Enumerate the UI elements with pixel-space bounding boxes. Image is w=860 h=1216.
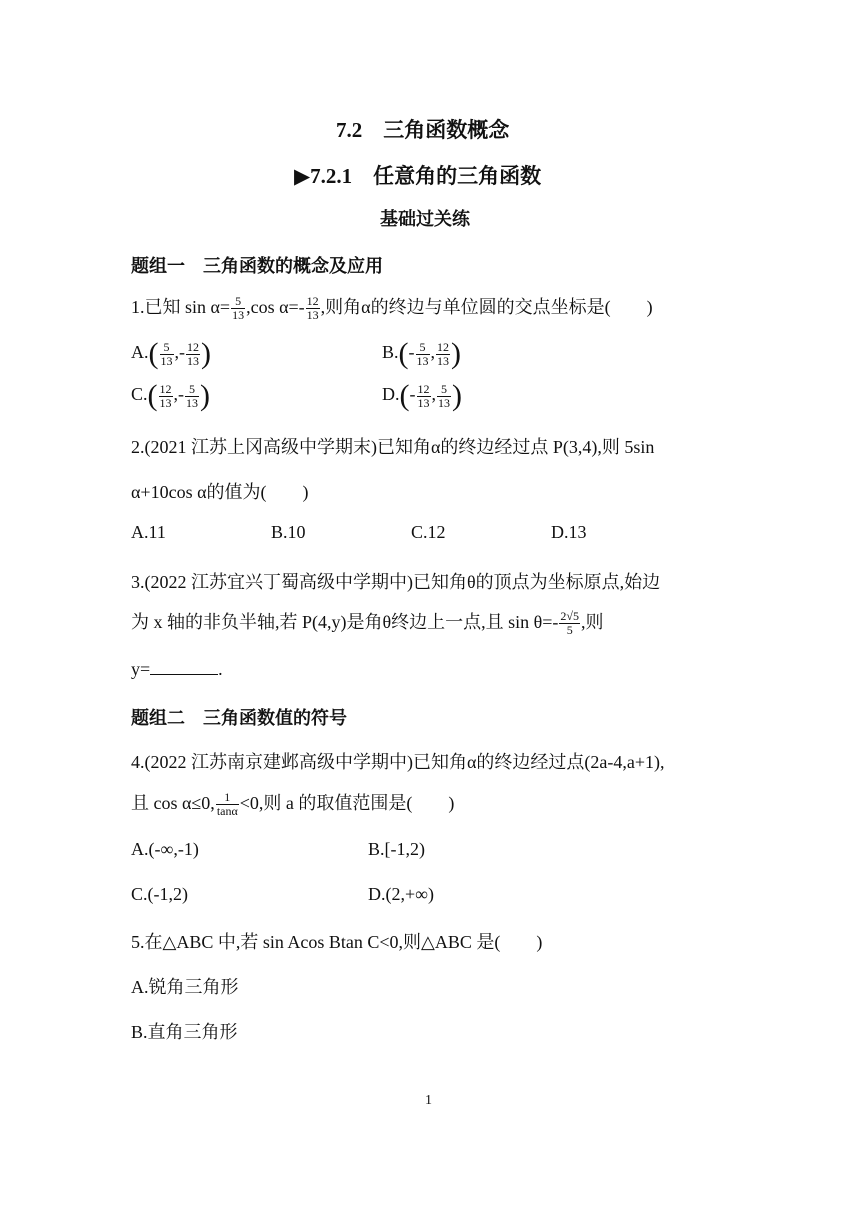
q1-option-b: B.(- $\frac{5}{13}$ , $\frac{12}{13}$ )	[382, 337, 462, 370]
q1-option-c: C.( $\frac{12}{13}$ ,- $\frac{5}{13}$ )	[131, 379, 211, 412]
q3-line-1: 3.(2022 江苏宜兴丁蜀高级中学期中)已知角θ的顶点为坐标原点,始边	[131, 572, 661, 592]
q4-option-a: A.(-∞,-1)	[131, 839, 199, 859]
q1-text-1: 1.已知 sin α=	[131, 297, 231, 317]
q2-line-1: 2.(2021 江苏上冈高级中学期末)已知角α的终边经过点 P(3,4),则 5sin	[131, 437, 655, 457]
question-1	[131, 293, 653, 322]
q4-line-1: 4.(2022 江苏南京建邺高级中学期中)已知角α的终边经过点(2a-4,a+1),	[131, 752, 665, 772]
page-number: 1	[425, 1093, 432, 1108]
q1-option-d: D.(- $\frac{12}{13}$ , $\frac{5}{13}$ )	[382, 379, 462, 412]
answer-blank[interactable]	[150, 660, 218, 675]
group-heading-2: 题组二 三角函数值的符号	[131, 708, 347, 728]
q4-option-c: C.(-1,2)	[131, 884, 188, 904]
q3-line-2: 为 x 轴的非负半轴,若 P(4,y)是角θ终边上一点,且 sin θ=- $\frac{2√5}{5}$ ,则	[131, 609, 604, 638]
q2-option-c: C.12	[411, 522, 446, 542]
q1-text-2: ,cos α=-	[246, 297, 305, 317]
page-subtitle: ▶7.2.1 任意角的三角函数	[294, 164, 542, 188]
q1-text-3: ,则角α的终边与单位圆的交点坐标是( )	[320, 297, 653, 317]
q4-fraction: $\frac{1}{\tan\alpha}$	[216, 790, 238, 819]
q5-option-a: A.锐角三角形	[131, 977, 239, 997]
q5-line-1: 5.在△ABC 中,若 sin Acos Btan C<0,则△ABC 是( )	[131, 932, 543, 952]
q2-option-d: D.13	[551, 522, 587, 542]
q1-fraction-2: $\frac{12}{13}$	[306, 294, 319, 323]
q1-option-a: A.( $\frac{5}{13}$ ,- $\frac{12}{13}$ )	[131, 337, 211, 370]
q5-option-b: B.直角三角形	[131, 1022, 238, 1042]
q4-option-b: B.[-1,2)	[368, 839, 425, 859]
q4-line-2: 且 cos α≤0, $\frac{1}{\tan\alpha}$ <0,则 a 的取值范围是( )	[131, 790, 455, 819]
group-heading-1: 题组一 三角函数的概念及应用	[131, 256, 383, 276]
q2-option-a: A.11	[131, 522, 166, 542]
q1-fraction-1: $\frac{5}{13}$	[232, 294, 245, 323]
section-heading: 基础过关练	[380, 209, 470, 229]
q4-option-d: D.(2,+∞)	[368, 884, 434, 904]
q3-line-3: y= .	[131, 659, 223, 679]
q3-fraction: $\frac{2√5}{5}$	[560, 609, 579, 638]
q2-line-2: α+10cos α的值为( )	[131, 482, 309, 502]
page-title: 7.2 三角函数概念	[336, 118, 510, 142]
q2-option-b: B.10	[271, 522, 306, 542]
